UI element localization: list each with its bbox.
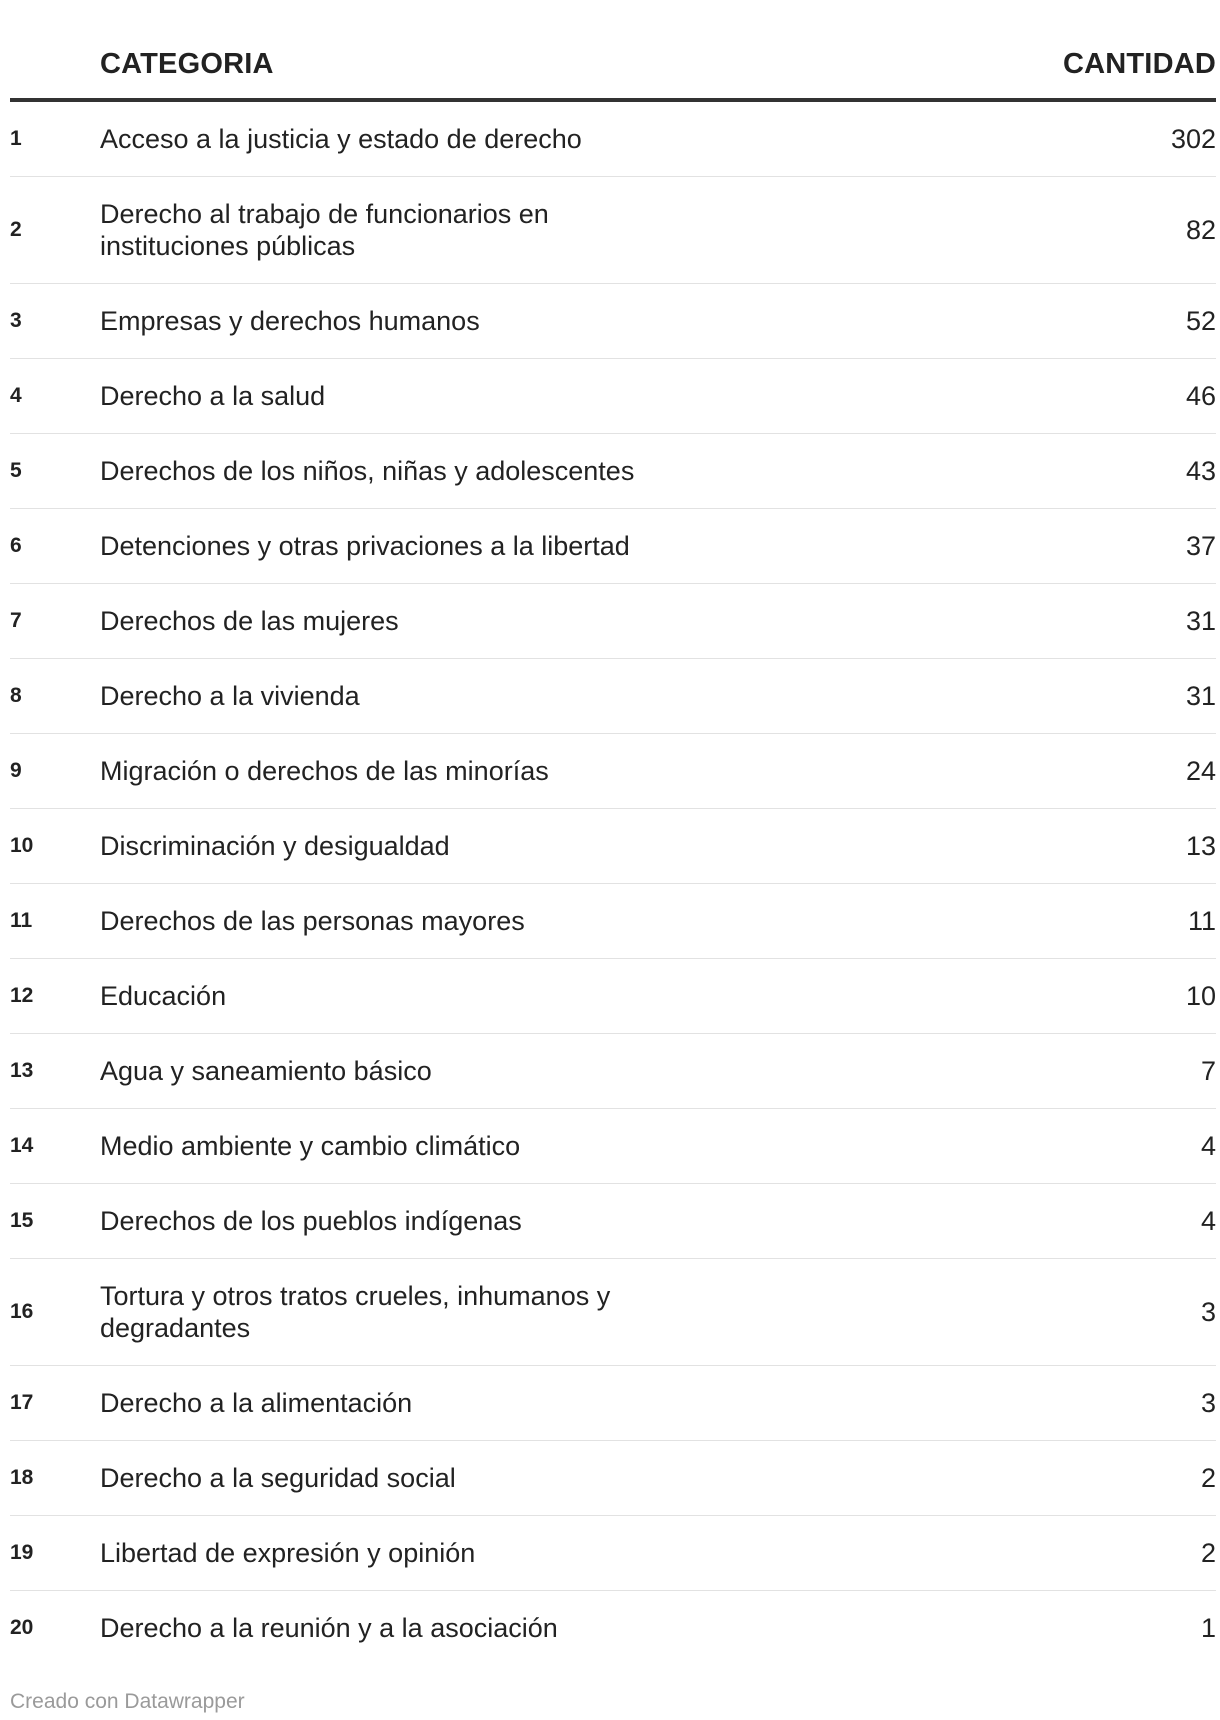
row-category: Acceso a la justicia y estado de derecho xyxy=(100,124,582,154)
table-row xyxy=(10,102,1216,177)
row-category: Derechos de los pueblos indígenas xyxy=(100,1206,522,1236)
row-category-cell xyxy=(100,380,1036,412)
header-category: CATEGORIA xyxy=(100,47,274,80)
row-category-cell xyxy=(100,1387,1036,1419)
row-category-cell xyxy=(100,755,1036,787)
header-quantity: CANTIDAD xyxy=(1062,47,1216,80)
row-category-cell xyxy=(100,530,1036,562)
table-row xyxy=(10,884,1216,959)
row-quantity: 37 xyxy=(1185,530,1216,561)
row-category: Medio ambiente y cambio climático xyxy=(100,1131,521,1161)
row-category: Derecho a la vivienda xyxy=(100,681,360,711)
row-category: Derechos de las mujeres xyxy=(100,606,399,636)
row-quantity: 2 xyxy=(1200,1537,1216,1568)
row-quantity: 10 xyxy=(1185,980,1216,1011)
row-category: Derecho a la reunión y a la asociación xyxy=(100,1613,558,1643)
row-rank: 12 xyxy=(10,984,34,1007)
table-row xyxy=(10,1034,1216,1109)
row-quantity: 52 xyxy=(1185,305,1216,336)
row-category-cell xyxy=(100,455,1036,487)
row-quantity: 4 xyxy=(1200,1205,1216,1236)
row-quantity: 7 xyxy=(1200,1055,1216,1086)
table-row xyxy=(10,809,1216,884)
row-rank: 13 xyxy=(10,1059,34,1082)
datawrapper-credit: Creado con Datawrapper xyxy=(10,1690,245,1713)
row-category-cell xyxy=(100,1612,1036,1644)
row-category: Derechos de las personas mayores xyxy=(100,906,525,936)
row-category: Tortura y otros tratos crueles, inhumanos y degradantes xyxy=(100,1281,611,1343)
row-quantity: 82 xyxy=(1185,214,1216,245)
row-category-cell xyxy=(100,123,1036,155)
row-quantity: 302 xyxy=(1170,123,1216,154)
row-quantity: 24 xyxy=(1185,755,1216,786)
row-rank: 20 xyxy=(10,1616,34,1639)
row-rank: 16 xyxy=(10,1300,34,1323)
row-category-cell xyxy=(100,305,1036,337)
row-category-cell xyxy=(100,905,1036,937)
row-category-cell xyxy=(100,1130,1036,1162)
row-category: Empresas y derechos humanos xyxy=(100,306,480,336)
table-row xyxy=(10,509,1216,584)
row-rank: 8 xyxy=(10,684,22,707)
row-category-cell xyxy=(100,1462,1036,1494)
row-rank: 2 xyxy=(10,218,22,241)
row-quantity: 31 xyxy=(1185,605,1216,636)
table-row xyxy=(10,659,1216,734)
table-row xyxy=(10,1184,1216,1259)
table-row xyxy=(10,284,1216,359)
table-row xyxy=(10,177,1216,284)
row-category: Libertad de expresión y opinión xyxy=(100,1538,476,1568)
row-category-cell xyxy=(100,198,1036,262)
row-rank: 18 xyxy=(10,1466,34,1489)
row-quantity: 2 xyxy=(1200,1462,1216,1493)
row-category: Migración o derechos de las minorías xyxy=(100,756,549,786)
row-quantity: 31 xyxy=(1185,680,1216,711)
row-category: Agua y saneamiento básico xyxy=(100,1056,432,1086)
row-category: Discriminación y desigualdad xyxy=(100,831,450,861)
row-category-cell xyxy=(100,830,1036,862)
row-category: Derecho a la seguridad social xyxy=(100,1463,456,1493)
table-row xyxy=(10,1366,1216,1441)
table-header xyxy=(10,30,1216,102)
row-rank: 14 xyxy=(10,1134,34,1157)
row-rank: 6 xyxy=(10,534,22,557)
table-row xyxy=(10,1259,1216,1366)
table-row xyxy=(10,1591,1216,1665)
row-category: Derechos de los niños, niñas y adolescentes xyxy=(100,456,635,486)
row-quantity: 11 xyxy=(1187,905,1216,936)
row-category-cell xyxy=(100,1280,1036,1344)
row-rank: 5 xyxy=(10,459,22,482)
row-rank: 11 xyxy=(10,909,33,932)
row-category-cell xyxy=(100,1205,1036,1237)
row-quantity: 43 xyxy=(1185,455,1216,486)
row-category: Detenciones y otras privaciones a la libertad xyxy=(100,531,630,561)
table-row xyxy=(10,584,1216,659)
row-category-cell xyxy=(100,1537,1036,1569)
row-category-cell xyxy=(100,605,1036,637)
table-row xyxy=(10,359,1216,434)
row-rank: 1 xyxy=(10,127,22,150)
table-row xyxy=(10,434,1216,509)
table-row xyxy=(10,959,1216,1034)
row-category-cell xyxy=(100,980,1036,1012)
row-rank: 19 xyxy=(10,1541,34,1564)
row-category-cell xyxy=(100,680,1036,712)
row-quantity: 13 xyxy=(1185,830,1216,861)
row-category: Derecho a la salud xyxy=(100,381,326,411)
row-rank: 9 xyxy=(10,759,22,782)
table-row xyxy=(10,1516,1216,1591)
data-table xyxy=(10,30,1216,1665)
row-quantity: 46 xyxy=(1185,380,1216,411)
row-rank: 7 xyxy=(10,609,22,632)
row-rank: 4 xyxy=(10,384,22,407)
row-quantity: 1 xyxy=(1200,1612,1216,1643)
table-row xyxy=(10,734,1216,809)
row-category: Derecho a la alimentación xyxy=(100,1388,413,1418)
row-rank: 10 xyxy=(10,834,34,857)
row-rank: 17 xyxy=(10,1391,34,1414)
table-body xyxy=(10,102,1216,1665)
row-category: Derecho al trabajo de funcionarios en instituciones públicas xyxy=(100,199,549,261)
row-category-cell xyxy=(100,1055,1036,1087)
row-category: Educación xyxy=(100,981,227,1011)
row-rank: 15 xyxy=(10,1209,34,1232)
row-quantity: 4 xyxy=(1200,1130,1216,1161)
row-quantity: 3 xyxy=(1200,1387,1216,1418)
table-row xyxy=(10,1109,1216,1184)
table-row xyxy=(10,1441,1216,1516)
row-rank: 3 xyxy=(10,309,22,332)
row-quantity: 3 xyxy=(1200,1296,1216,1327)
